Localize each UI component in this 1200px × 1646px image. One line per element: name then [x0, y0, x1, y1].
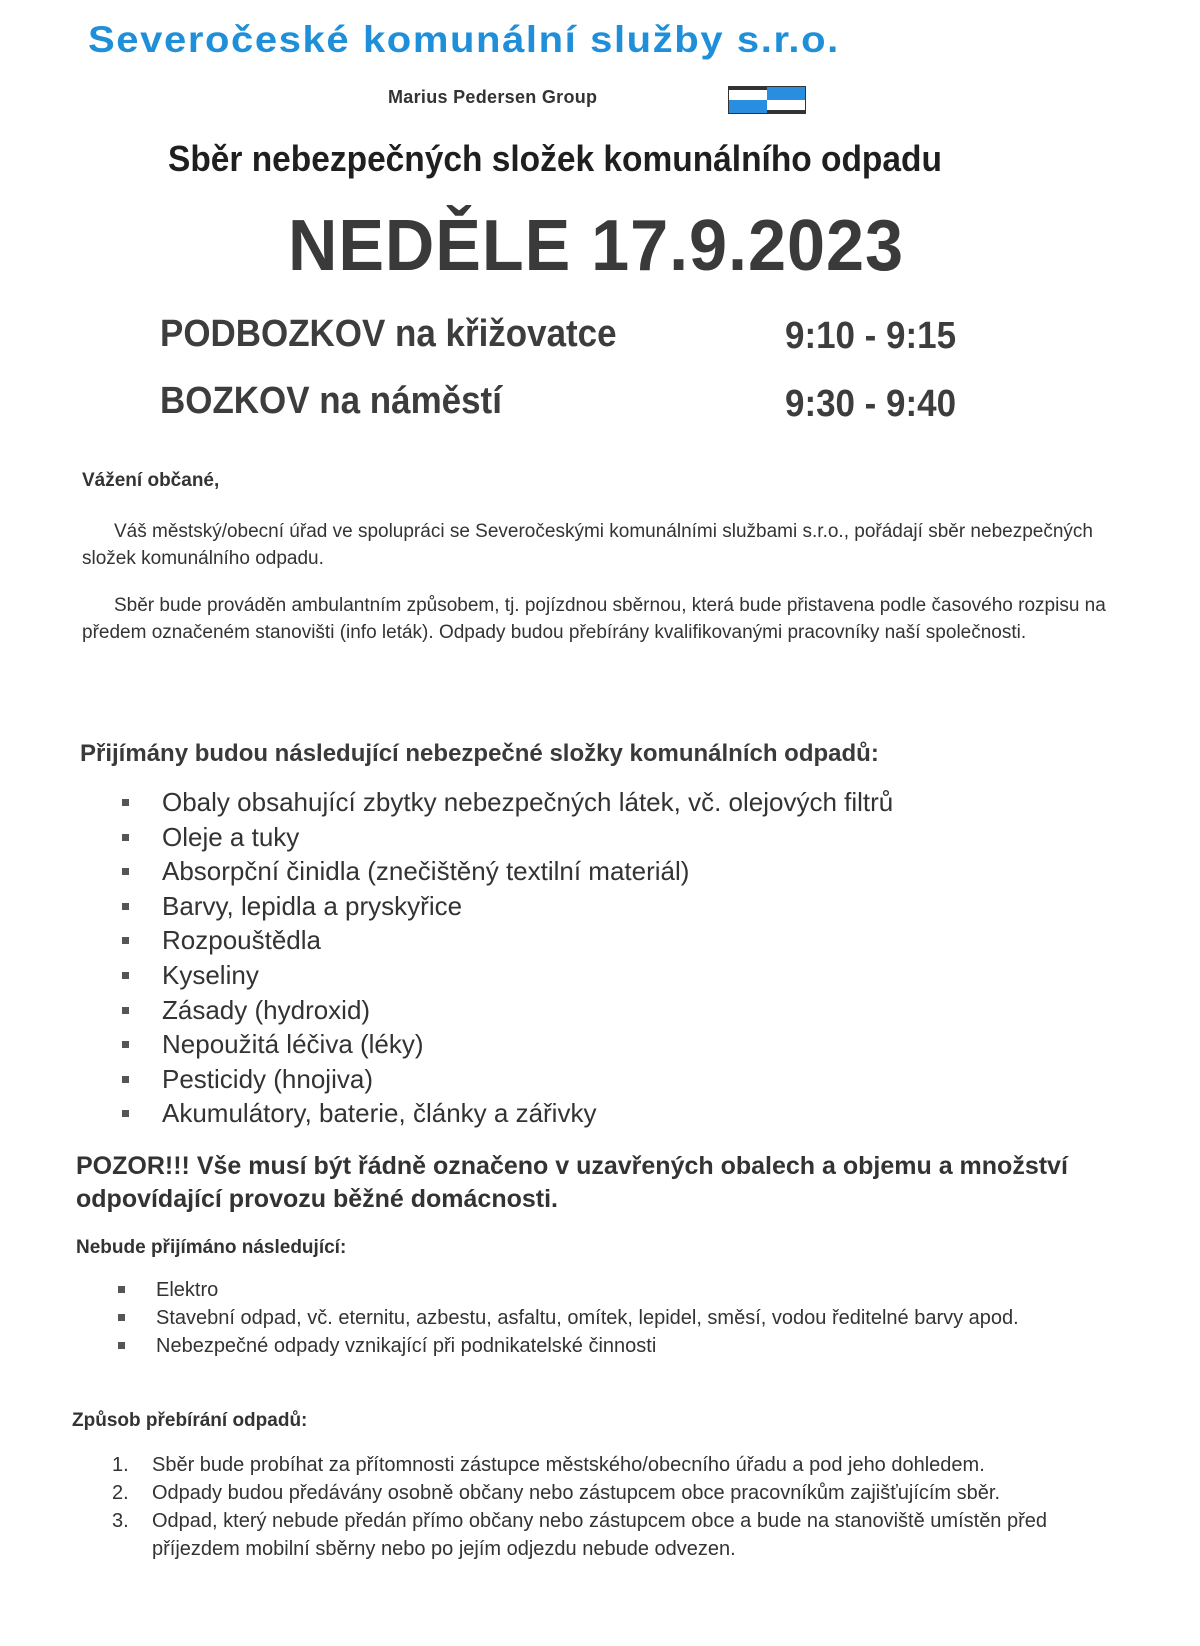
greeting: Vážení občané, — [82, 470, 220, 491]
schedule-time: 9:30 - 9:40 — [785, 383, 957, 425]
list-item: 2. Odpady budou předávány osobně občany nebo zástupcem obce pracovníkům zajišťujícím sběr. — [112, 1482, 1001, 1504]
list-item: Oleje a tuky — [118, 820, 893, 855]
list-item: Akumulátory, baterie, články a zářivky — [118, 1096, 893, 1131]
schedule-time: 9:10 - 9:15 — [785, 315, 957, 357]
square-bullet-icon — [122, 834, 129, 841]
method-list — [112, 1451, 1112, 1563]
square-bullet-icon — [118, 1314, 125, 1321]
list-item: Pesticidy (hnojiva) — [118, 1062, 893, 1097]
list-item: Nepoužitá léčiva (léky) — [118, 1027, 893, 1062]
list-item: Absorpční činidla (znečištěný textilní materiál) — [118, 854, 893, 889]
square-bullet-icon — [122, 1007, 129, 1014]
list-item: Elektro — [114, 1276, 1114, 1304]
square-bullet-icon — [122, 903, 129, 910]
schedule-location: BOZKOV na náměstí — [160, 380, 502, 422]
event-date: NEDĚLE 17.9.2023 — [288, 206, 904, 286]
list-item: Stavební odpad, vč. eternitu, azbestu, asfaltu, omítek, lepidel, směsí, vodou ředitelné barvy apod. — [114, 1304, 1114, 1332]
list-item: Obaly obsahující zbytky nebezpečných látek, vč. olejových filtrů — [118, 785, 893, 820]
document-subtitle: Sběr nebezpečných složek komunálního odpadu — [168, 138, 942, 179]
accepted-list — [118, 785, 893, 1131]
list-item: Nebezpečné odpady vznikající při podnikatelské činnosti — [114, 1332, 1114, 1360]
rejected-heading: Nebude přijímáno následující: — [76, 1237, 347, 1258]
method-heading: Způsob přebírání odpadů: — [72, 1410, 308, 1431]
square-bullet-icon — [122, 972, 129, 979]
marius-pedersen-logo-icon — [728, 86, 806, 114]
square-bullet-icon — [122, 937, 129, 944]
accepted-heading: Přijímány budou následující nebezpečné složky komunálních odpadů: — [80, 740, 879, 767]
list-item: Barvy, lepidla a pryskyřice — [118, 889, 893, 924]
group-name: Marius Pedersen Group — [388, 87, 598, 107]
list-item: 3. Odpad, který nebude předán přímo občany nebo zástupcem obce a bude na stanoviště umístěn před příjezdem mobilní sběrny nebo po jejím odjezdu nebude odvezen. — [112, 1510, 1048, 1560]
list-item: Rozpouštědla — [118, 923, 893, 958]
square-bullet-icon — [122, 1041, 129, 1048]
list-item: 1. Sběr bude probíhat za přítomnosti zástupce městského/obecního úřadu a pod jeho dohledem. — [112, 1454, 985, 1476]
list-item: Zásady (hydroxid) — [118, 993, 893, 1028]
schedule-location: PODBOZKOV na křižovatce — [160, 313, 617, 355]
square-bullet-icon — [122, 799, 129, 806]
list-item: Kyseliny — [118, 958, 893, 993]
square-bullet-icon — [122, 868, 129, 875]
square-bullet-icon — [122, 1110, 129, 1117]
intro-paragraph: Sběr bude prováděn ambulantním způsobem, tj. pojízdnou sběrnou, která bude přistavena podle časového rozpisu na předem označeném stanovišti (info leták). Odpady budou přebírány kvalifikovanými pracovníky naší společnosti. — [82, 595, 1106, 643]
warning-notice: POZOR!!! Vše musí být řádně označeno v uzavřených obalech a objemu a množství odpovídající provozu běžné domácnosti. — [76, 1152, 1068, 1213]
square-bullet-icon — [122, 1076, 129, 1083]
rejected-list — [114, 1276, 1114, 1360]
square-bullet-icon — [118, 1286, 125, 1293]
company-name: Severočeské komunální služby s.r.o. — [88, 20, 840, 61]
square-bullet-icon — [118, 1342, 125, 1349]
intro-paragraph: Váš městský/obecní úřad ve spolupráci se Severočeskými komunálními službami s.r.o., pořádají sběr nebezpečných složek komunálního odpadu. — [82, 521, 1093, 569]
